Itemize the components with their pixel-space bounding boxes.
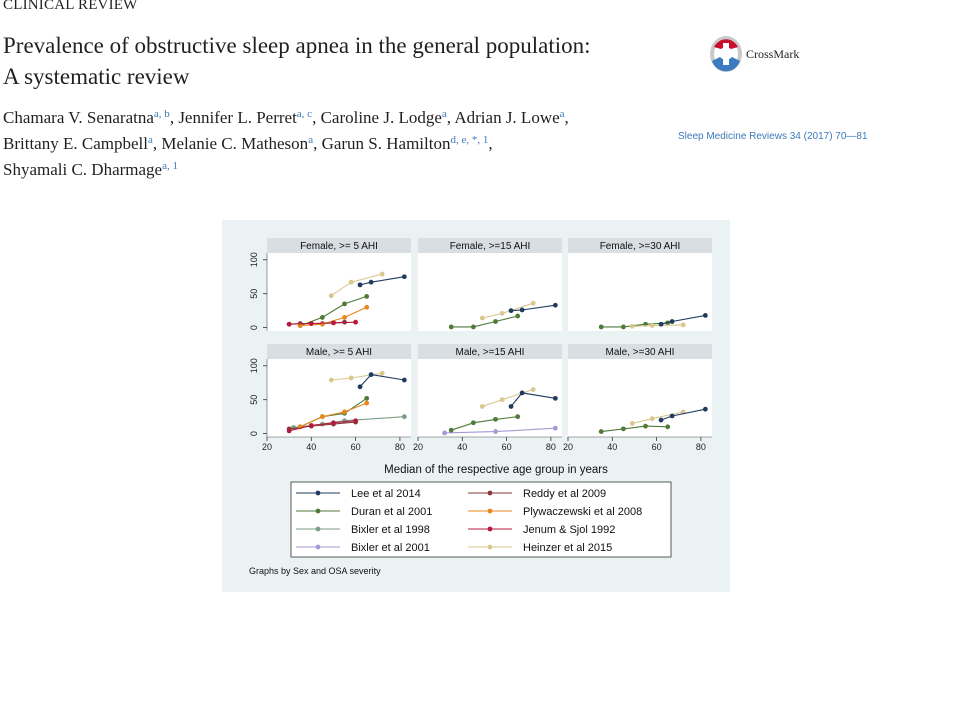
data-point-lee (402, 378, 407, 383)
y-tick-label: 0 (249, 431, 259, 437)
author-affiliation[interactable]: a (559, 108, 565, 120)
legend-label: Duran et al 2001 (351, 506, 433, 518)
author-name: Jennifer L. Perret (178, 108, 297, 127)
panel (249, 238, 411, 331)
author-name: Chamara V. Senaratna (3, 108, 154, 127)
x-tick-label: 20 (261, 442, 273, 452)
panel-title: Male, >= 5 AHI (305, 347, 373, 358)
data-point-duran (643, 424, 648, 429)
author-name: Melanie C. Matheson (161, 134, 309, 153)
data-point-bixler98 (402, 414, 407, 419)
data-point-lee (553, 396, 558, 401)
data-point-heinzer (531, 387, 536, 392)
data-point-duran (320, 315, 325, 320)
author-line-2 (3, 129, 683, 155)
author-affiliation[interactable]: d, e, *, 1 (450, 134, 489, 146)
y-tick-label: 100 (249, 252, 259, 268)
x-tick-label: 60 (651, 442, 662, 452)
data-point-duran (471, 325, 476, 330)
legend-label: Bixler et al 2001 (351, 542, 430, 554)
legend-marker-lee (316, 491, 321, 496)
data-point-plyw (342, 410, 347, 415)
x-tick-label: 20 (562, 442, 574, 452)
y-tick-label: 50 (249, 394, 259, 405)
panel (418, 238, 562, 331)
author-affiliation[interactable]: a (308, 134, 314, 146)
plot-area (568, 359, 712, 437)
legend-marker-reddy (488, 491, 493, 496)
data-point-heinzer (500, 311, 505, 316)
data-point-jenum (353, 418, 358, 423)
prevalence-figure (222, 220, 730, 592)
data-point-plyw (364, 305, 369, 310)
data-point-heinzer (650, 323, 655, 328)
legend-label: Heinzer et al 2015 (523, 542, 613, 554)
data-point-lee (358, 384, 363, 389)
data-point-jenum (287, 322, 292, 327)
data-point-bixler01 (553, 426, 558, 431)
legend (291, 482, 671, 557)
panel-title: Female, >=15 AHI (449, 241, 531, 252)
data-point-duran (493, 417, 498, 422)
x-tick-label: 20 (412, 442, 424, 452)
panel-title: Male, >=15 AHI (455, 347, 525, 358)
author-name: Caroline J. Lodge (320, 108, 442, 127)
legend-marker-bixler01 (316, 545, 321, 550)
x-tick-label: 80 (394, 442, 405, 452)
data-point-lee (659, 418, 664, 423)
y-tick-label: 100 (249, 358, 259, 374)
data-point-heinzer (380, 371, 385, 376)
author-name: Adrian J. Lowe (454, 108, 560, 127)
x-tick-label: 60 (350, 442, 361, 452)
data-point-plyw (364, 401, 369, 406)
data-point-duran (449, 428, 454, 433)
data-point-duran (449, 325, 454, 330)
x-tick-label: 40 (607, 442, 618, 452)
data-point-duran (515, 414, 520, 419)
author-separator: , (564, 108, 569, 127)
data-point-lee (369, 280, 374, 285)
author-name: Garun S. Hamilton (321, 134, 451, 153)
data-point-bixler01 (493, 429, 498, 434)
data-point-heinzer (349, 376, 354, 381)
data-point-lee (520, 308, 525, 313)
data-point-heinzer (329, 378, 334, 383)
legend-label: Lee et al 2014 (351, 488, 421, 500)
data-point-heinzer (329, 293, 334, 298)
journal-reference[interactable]: Sleep Medicine Reviews 34 (2017) 70—81 (678, 131, 868, 142)
data-point-lee (659, 322, 664, 327)
data-point-lee (402, 274, 407, 279)
author-name: Brittany E. Campbell (3, 134, 148, 153)
data-point-heinzer (480, 316, 485, 321)
author-separator: , (169, 108, 179, 127)
data-point-jenum (309, 321, 314, 326)
data-point-duran (621, 426, 626, 431)
plot-area (568, 253, 712, 331)
data-point-lee (670, 414, 675, 419)
legend-label: Plywaczewski et al 2008 (523, 506, 643, 518)
data-point-jenum (353, 320, 358, 325)
data-point-lee (703, 407, 708, 412)
title-line-1: Prevalence of obstructive sleep apnea in the general population: (3, 33, 591, 58)
x-tick-label: 40 (457, 442, 468, 452)
x-tick-label: 80 (545, 442, 556, 452)
data-point-duran (665, 424, 670, 429)
data-point-heinzer (630, 421, 635, 426)
data-point-duran (364, 396, 369, 401)
data-point-lee (670, 319, 675, 324)
panel (413, 344, 562, 452)
plot-area (418, 359, 562, 437)
crossmark-icon (709, 35, 743, 73)
data-point-plyw (342, 315, 347, 320)
data-point-heinzer (480, 404, 485, 409)
data-point-lee (369, 372, 374, 377)
data-point-bixler01 (442, 431, 447, 436)
data-point-heinzer (500, 397, 505, 402)
panel-title: Female, >=30 AHI (599, 241, 681, 252)
data-point-jenum (287, 428, 292, 433)
author-separator: , (152, 134, 162, 153)
panel-title: Male, >=30 AHI (605, 347, 675, 358)
data-point-heinzer (681, 322, 686, 327)
author-separator: , (312, 108, 321, 127)
paper-title (3, 30, 591, 92)
data-point-lee (520, 391, 525, 396)
data-point-heinzer (650, 416, 655, 421)
y-tick-label: 0 (249, 325, 259, 331)
data-point-duran (493, 319, 498, 324)
crossmark-badge[interactable] (709, 35, 799, 73)
author-name: Shyamali C. Dharmage (3, 160, 163, 179)
legend-marker-duran (316, 509, 321, 514)
author-line-3 (3, 155, 683, 181)
data-point-lee (509, 308, 514, 313)
figure-caption: Graphs by Sex and OSA severity (249, 566, 381, 576)
plot-area (418, 253, 562, 331)
y-tick-label: 50 (249, 288, 259, 299)
x-tick-label: 40 (306, 442, 317, 452)
prevalence-chart (222, 220, 730, 592)
crossmark-label: CrossMark (746, 46, 800, 61)
legend-label: Reddy et al 2009 (523, 488, 607, 500)
legend-marker-plyw (488, 509, 493, 514)
data-point-jenum (309, 423, 314, 428)
data-point-plyw (320, 322, 325, 327)
legend-marker-bixler98 (316, 527, 321, 532)
plot-area (267, 359, 411, 437)
data-point-lee (358, 282, 363, 287)
title-line-2: A systematic review (3, 64, 190, 89)
data-point-heinzer (531, 301, 536, 306)
data-point-heinzer (380, 272, 385, 277)
data-point-lee (509, 404, 514, 409)
x-tick-label: 80 (695, 442, 706, 452)
author-line-1 (3, 103, 683, 129)
legend-marker-heinzer (488, 545, 493, 550)
panel (568, 238, 712, 331)
author-affiliation[interactable]: a (441, 108, 447, 120)
data-point-duran (364, 294, 369, 299)
data-point-heinzer (630, 324, 635, 329)
legend-label: Bixler et al 1998 (351, 524, 430, 536)
section-label: CLINICAL REVIEW (3, 0, 138, 13)
author-affiliation[interactable]: a, c (296, 108, 313, 120)
data-point-jenum (331, 420, 336, 425)
panel (563, 344, 712, 452)
panel (249, 344, 411, 452)
legend-marker-jenum (488, 527, 493, 532)
data-point-lee (553, 303, 558, 308)
author-affiliation[interactable]: a (147, 134, 153, 146)
data-point-duran (515, 314, 520, 319)
author-affiliation[interactable]: a, 1 (162, 160, 178, 172)
data-point-duran (342, 301, 347, 306)
author-separator: , (488, 134, 493, 153)
data-point-duran (599, 429, 604, 434)
data-point-lee (703, 313, 708, 318)
panel-title: Female, >= 5 AHI (300, 241, 378, 252)
author-affiliation[interactable]: a, b (153, 108, 170, 120)
x-tick-label: 60 (501, 442, 512, 452)
legend-label: Jenum & Sjol 1992 (523, 524, 616, 536)
author-separator: , (313, 134, 322, 153)
author-separator: , (446, 108, 455, 127)
author-list (3, 103, 683, 181)
data-point-duran (621, 325, 626, 330)
x-axis-label: Median of the respective age group in years (384, 464, 608, 476)
data-point-jenum (331, 320, 336, 325)
data-point-plyw (320, 414, 325, 419)
data-point-duran (599, 325, 604, 330)
data-point-duran (471, 420, 476, 425)
data-point-heinzer (349, 280, 354, 285)
